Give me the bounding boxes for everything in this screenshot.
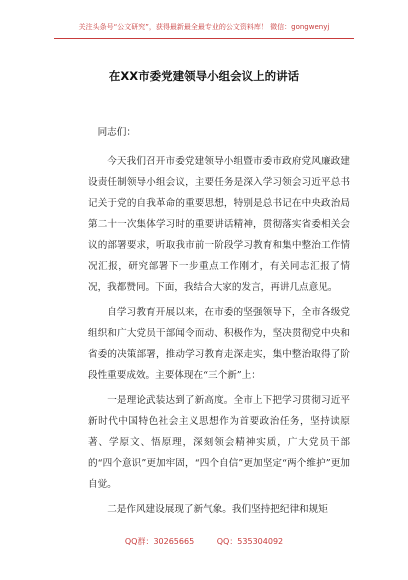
salutation: 同志们： (97, 127, 136, 138)
document-title: 在XX市委党建领导小组会议上的讲话 (108, 69, 300, 83)
footer-qq-contact: QQ：535304092 (216, 537, 284, 546)
header-divider (54, 38, 354, 39)
document-body (88, 122, 350, 524)
paragraph: 二是作风建设展现了新气象。我们坚持把纪律和规矩 (107, 504, 328, 515)
page-header-banner: 关注头条号“公文研究”，获得最新最全最专业的公文资料库！ 微信：gongwenyj (78, 23, 330, 31)
footer-qq-group: QQ群：30265665 (124, 537, 195, 546)
paragraph: 一是理论武装达到了新高度。全市上下把学习贯彻习近平新时代中国特色社会主义思想作为首要政治任务，坚持读原著、学原文、悟原理，深刻领会精神实质，广大党员干部的“四个意识”更加牢固，“四个自信”更加坚定“两个维护”更加自觉。 (88, 395, 350, 490)
page-footer (0, 536, 408, 547)
paragraph: 今天我们召开市委党建领导小组暨市委市政府党风廉政建设责任制领导小组会议，主要任务是深入学习领会习近平总书记关于党的自我革命的重要思想，特别是总书记在中央政治局第二十一次集体学习时的重要讲话精神，贯彻落实省委相关会议的部署要求，听取我市前一阶段学习教育和集中整治工作情况汇报，研究部署下一步重点工作刚才，有关同志汇报了情况，我都赞同。下面，我结合大家的发言，再讲几点意见。 (88, 156, 350, 293)
paragraph: 自学习教育开展以来，在市委的坚强领导下，全市各级党组织和广大党员干部闻令而动、积极作为，坚决贯彻党中央和省委的决策部署，推动学习教育走深走实，集中整治取得了阶段性重要成效。主要体现在“三个新”上： (88, 307, 350, 381)
